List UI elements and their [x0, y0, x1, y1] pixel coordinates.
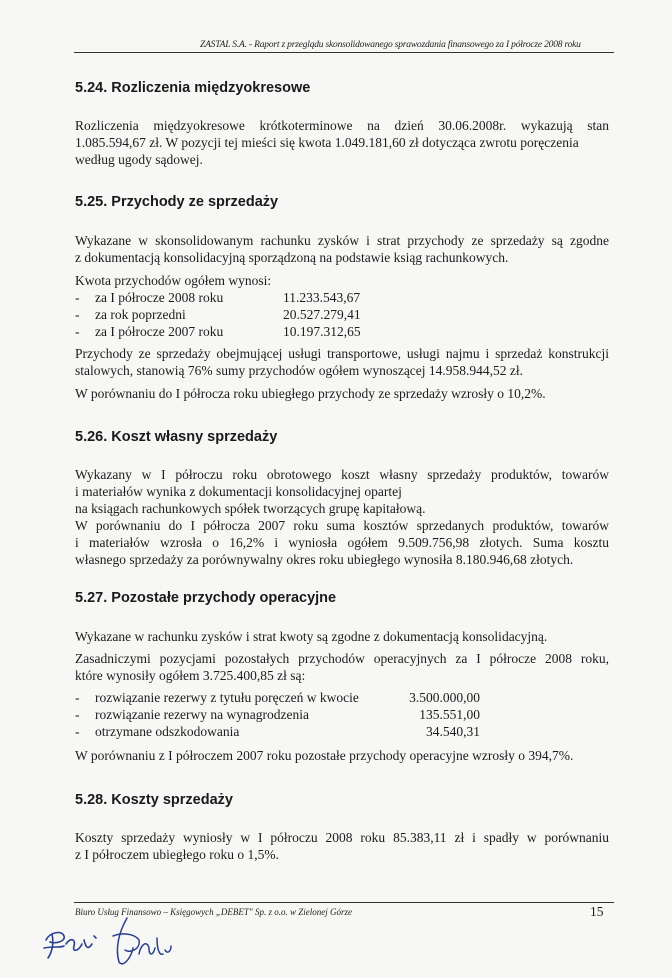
section-5-24: [75, 80, 609, 167]
section-title: 5.27. Pozostałe przychody operacyjne: [75, 590, 337, 606]
section-title: 5.24. Rozliczenia międzyokresowe: [75, 80, 311, 96]
list-item-value: 10.197.312,65: [283, 324, 361, 339]
list-item-value: 135.551,00: [419, 707, 480, 722]
paragraph-line: z dokumentacją konsolidacyjną sporządzoną na podstawie ksiąg rachunkowych.: [75, 250, 509, 265]
paragraph-line: własnego sprzedaży za porównywalny okres roku ubiegłego wynosiła 8.180.946,68 złotych.: [75, 552, 574, 567]
section-title: 5.26. Koszt własny sprzedaży: [75, 429, 278, 445]
paragraph-line: stalowych, stanowią 76% sumy przychodów ogółem wynoszącej 14.958.944,52 zł.: [75, 363, 524, 378]
paragraph-line: W porównaniu do I półrocza roku ubiegłego przychody ze sprzedaży wzrosły o 10,2%.: [75, 386, 546, 401]
paragraph-line: Wykazane w rachunku zysków i strat kwoty są zgodne z dokumentacją konsolidacyjną.: [75, 629, 548, 644]
revenue-list: - za I półrocze 2008 roku 11.233.543,67 - za rok poprzedni 20.527.279,41 - za I półrocze 2007 roku 10.197.312,65: [75, 290, 361, 339]
paragraph-line: Zasadniczymi pozycjami pozostałych przychodów operacyjnych za I półrocze 2008 roku,: [75, 651, 609, 666]
list-item-label: rozwiązanie rezerwy na wynagrodzenia: [95, 707, 310, 722]
list-item-value: 3.500.000,00: [409, 690, 480, 705]
section-5-26: [75, 429, 609, 567]
section-title: 5.28. Koszty sprzedaży: [75, 792, 233, 808]
paragraph-line: według ugody sądowej.: [75, 152, 203, 167]
paragraph-line: Koszty sprzedaży wyniosły w I półroczu 2008 roku 85.383,11 zł i spadły w porównaniu: [75, 830, 609, 845]
paragraph-line: Wykazane w skonsolidowanym rachunku zysków i strat przychody ze sprzedaży są zgodne: [75, 233, 609, 248]
list-item-label: otrzymane odszkodowania: [95, 724, 240, 739]
signature-left-image: [40, 918, 110, 966]
paragraph-line: Przychody ze sprzedaży obejmującej usługi transportowe, usługi najmu i sprzedaż konstrukcji: [75, 346, 609, 361]
paragraph-line: i materiałów wynika z dokumentacji konsolidacyjnej opartej: [75, 484, 402, 499]
signature-right-image: [105, 914, 175, 970]
list-item-value: 34.540,31: [426, 724, 480, 739]
list-item-label: za I półrocze 2007 roku: [95, 324, 224, 339]
list-item-label: rozwiązanie rezerwy z tytułu poręczeń w kwocie: [95, 690, 359, 705]
paragraph-line: W porównaniu z I półroczem 2007 roku pozostałe przychody operacyjne wzrosły o 394,7%.: [75, 748, 574, 763]
header-rule: [74, 52, 614, 53]
operating-income-list: - rozwiązanie rezerwy z tytułu poręczeń w kwocie 3.500.000,00 - rozwiązanie rezerwy na wynagrodzenia 135.551,00 - otrzymane odszkodowania 34.540,31: [75, 690, 480, 739]
section-title: 5.25. Przychody ze sprzedaży: [75, 194, 279, 210]
list-intro: Kwota przychodów ogółem wynosi:: [75, 273, 272, 288]
footer-rule: [74, 902, 614, 903]
list-item-label: za rok poprzedni: [95, 307, 186, 322]
paragraph-line: Wykazany w I półroczu roku obrotowego koszt własny sprzedaży produktów, towarów: [75, 467, 609, 482]
paragraph-line: 1.085.594,67 zł. W pozycji tej mieści się kwota 1.049.181,60 zł dotycząca zwrotu poręczenia: [75, 135, 579, 150]
footer-text: Biuro Usług Finansowo – Księgowych „DEBET" Sp. z o.o. w Zielonej Górze: [75, 907, 352, 917]
paragraph-line: i materiałów wzrosła o 16,2% i wyniosła ogółem 9.509.756,98 złotych. Suma kosztu: [75, 535, 609, 550]
list-item-label: za I półrocze 2008 roku: [95, 290, 224, 305]
paragraph-line: na ksiągach rachunkowych spółek tworzących grupę kapitałową.: [75, 501, 426, 516]
section-5-25: [75, 194, 609, 401]
list-item-value: 20.527.279,41: [283, 307, 361, 322]
paragraph-line: W porównaniu do I półrocza 2007 roku suma kosztów sprzedanych produktów, towarów: [75, 518, 609, 533]
section-5-28: [75, 792, 609, 862]
list-item-value: 11.233.543,67: [283, 290, 361, 305]
paragraph-line: Rozliczenia międzyokresowe krótkoterminowe na dzień 30.06.2008r. wykazują stan: [75, 118, 609, 133]
paragraph-line: które wynosiły ogółem 3.725.400,85 zł są:: [75, 668, 306, 683]
page-number: 15: [590, 904, 604, 919]
section-5-27: [75, 590, 609, 763]
running-header: ZASTAL S.A. - Raport z przeglądu skonsolidowanego sprawozdania finansowego za I półrocze 2008 roku: [200, 40, 581, 50]
paragraph-line: z I półroczem ubiegłego roku o 1,5%.: [75, 847, 279, 862]
